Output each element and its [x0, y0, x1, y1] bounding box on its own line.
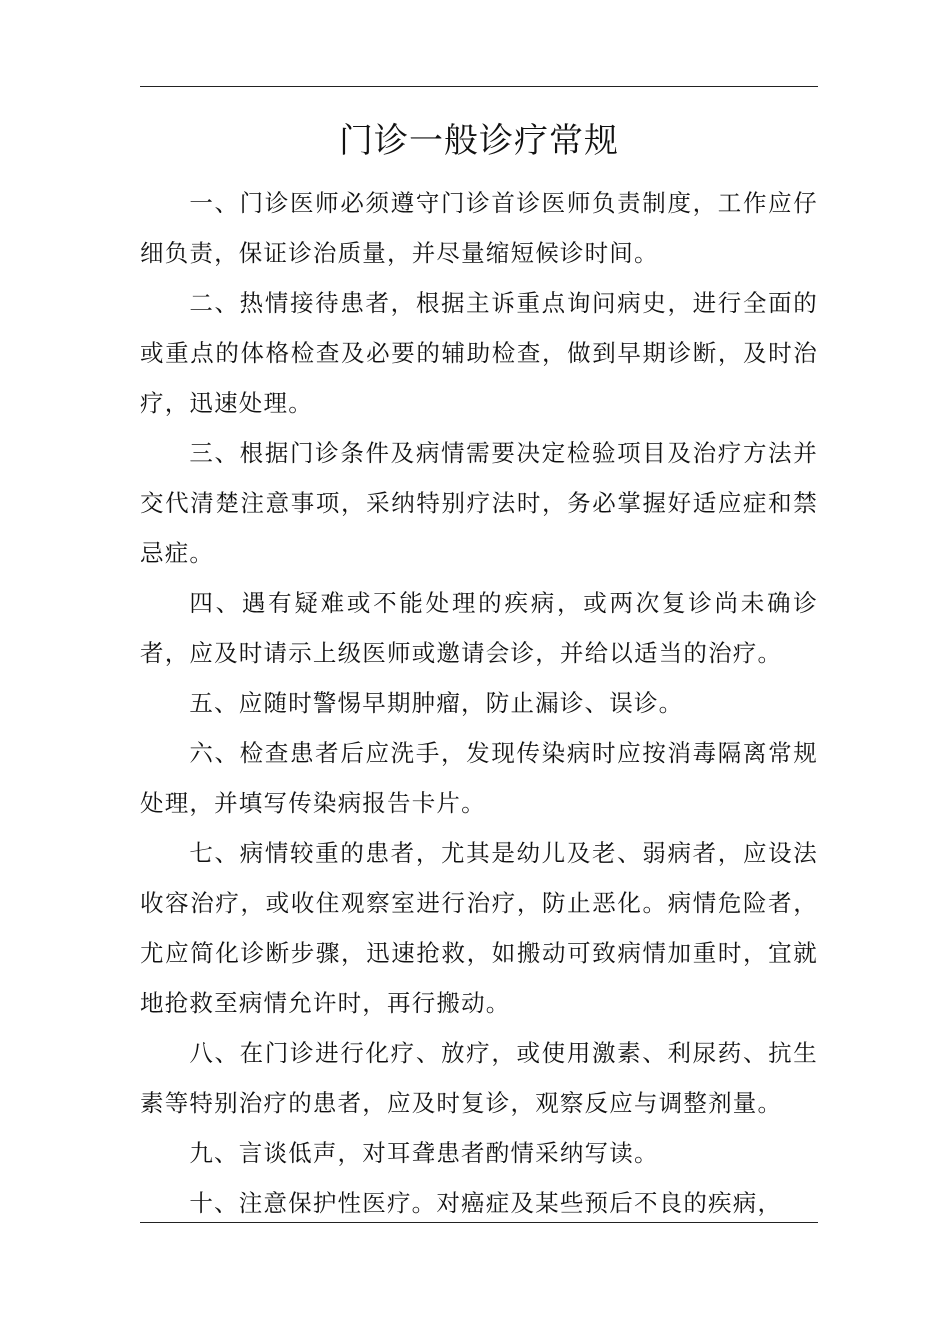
paragraph-1: 一、门诊医师必须遵守门诊首诊医师负责制度，工作应仔细负责，保证诊治质量，并尽量缩短候诊时间。: [140, 189, 818, 267]
paragraph-2: 二、热情接待患者，根据主诉重点询问病史，进行全面的或重点的体格检查及必要的辅助检查，做到早期诊断，及时治疗，迅速处理。: [140, 289, 818, 417]
header-rule: [140, 86, 818, 87]
footer-rule: [140, 1222, 818, 1223]
paragraph-6: 六、检查患者后应洗手，发现传染病时应按消毒隔离常规处理，并填写传染病报告卡片。: [140, 739, 818, 817]
paragraph-9: 九、言谈低声，对耳聋患者酌情采纳写读。: [189, 1139, 659, 1167]
paragraph-4: 四、遇有疑难或不能处理的疾病，或两次复诊尚未确诊者，应及时请示上级医师或邀请会诊，并给以适当的治疗。: [140, 589, 818, 667]
paragraph-8: 八、在门诊进行化疗、放疗，或使用激素、利尿药、抗生素等特别治疗的患者，应及时复诊，观察反应与调整剂量。: [140, 1039, 818, 1117]
paragraph-10: 十、注意保护性医疗。对癌症及某些预后不良的疾病，: [189, 1189, 783, 1217]
document-body: [140, 178, 818, 1228]
document-title: 门诊一般诊疗常规: [339, 121, 619, 161]
paragraph-3: 三、根据门诊条件及病情需要决定检验项目及治疗方法并交代清楚注意事项，采纳特别疗法时，务必掌握好适应症和禁忌症。: [140, 439, 818, 567]
paragraph-7: 七、病情较重的患者，尤其是幼儿及老、弱病者，应设法收容治疗，或收住观察室进行治疗，防止恶化。病情危险者，尤应简化诊断步骤，迅速抢救，如搬动可致病情加重时，宜就地抢救至病情允许时，再行搬动。: [140, 839, 818, 1017]
paragraph-5: 五、应随时警惕早期肿瘤，防止漏诊、误诊。: [189, 689, 684, 717]
